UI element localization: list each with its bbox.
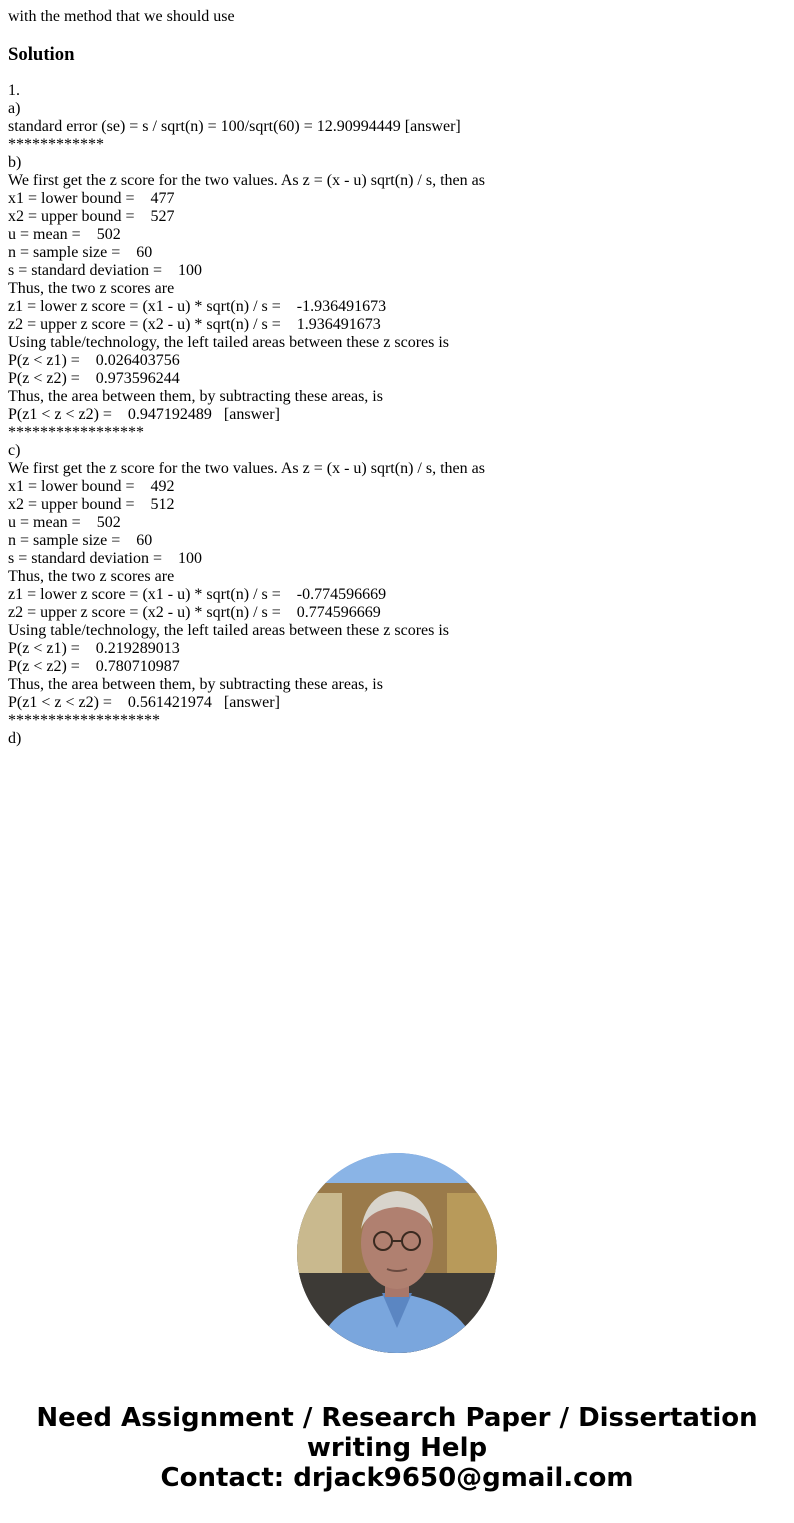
promo-footer [0,1403,794,1493]
solution-body [8,82,788,748]
solution-paragraph: We first get the z score for the two values. As z = (x - u) sqrt(n) / s, then as x1 = lower bound = 477 x2 = upper bound = 527 u = mean = 502 n = sample size = 60 s = standard deviation = 100 [8,172,485,279]
promo-line-2: writing Help [306,1433,488,1463]
solution-paragraph: d) [8,730,22,747]
solution-paragraph: P(z < z1) = 0.219289013 P(z < z2) = 0.780710987 [8,640,180,675]
solution-paragraph: z1 = lower z score = (x1 - u) * sqrt(n) / s = -1.936491673 z2 = upper z score = (x2 - u) * sqrt(n) / s = 1.936491673 [8,298,387,333]
solution-paragraph: P(z1 < z < z2) = 0.947192489 [answer] [8,406,280,423]
solution-paragraph: Thus, the two z scores are [8,280,175,297]
solution-paragraph: Using table/technology, the left tailed areas between these z scores is [8,622,450,639]
solution-paragraph: b) [8,154,22,171]
solution-paragraph: P(z < z1) = 0.026403756 P(z < z2) = 0.973596244 [8,352,180,387]
promo-line-1: Need Assignment / Research Paper / Dissertation [36,1403,758,1433]
contact-email: Contact: drjack9650@gmail.com [160,1463,634,1493]
solution-paragraph: ***************** [8,424,144,441]
solution-heading: Solution [8,44,75,65]
solution-paragraph: z1 = lower z score = (x1 - u) * sqrt(n) / s = -0.774596669 z2 = upper z score = (x2 - u) * sqrt(n) / s = 0.774596669 [8,586,387,621]
intro-text: with the method that we should use [8,8,235,25]
solution-paragraph: Using table/technology, the left tailed areas between these z scores is [8,334,450,351]
solution-paragraph: 1. [8,82,20,99]
solution-paragraph: ******************* [8,712,160,729]
solution-paragraph: c) [8,442,21,459]
solution-paragraph: standard error (se) = s / sqrt(n) = 100/sqrt(60) = 12.90994449 [answer] [8,118,461,135]
solution-paragraph: ************ [8,136,104,153]
solution-paragraph: a) [8,100,21,117]
solution-paragraph: Thus, the area between them, by subtracting these areas, is [8,676,383,693]
solution-paragraph: P(z1 < z < z2) = 0.561421974 [answer] [8,694,280,711]
person-portrait-icon [297,1153,497,1353]
author-photo [297,1153,497,1353]
solution-paragraph: Thus, the two z scores are [8,568,175,585]
solution-paragraph: We first get the z score for the two values. As z = (x - u) sqrt(n) / s, then as x1 = lower bound = 492 x2 = upper bound = 512 u = mean = 502 n = sample size = 60 s = standard deviation = 100 [8,460,485,567]
solution-paragraph: Thus, the area between them, by subtracting these areas, is [8,388,383,405]
solution-content [8,0,788,1122]
